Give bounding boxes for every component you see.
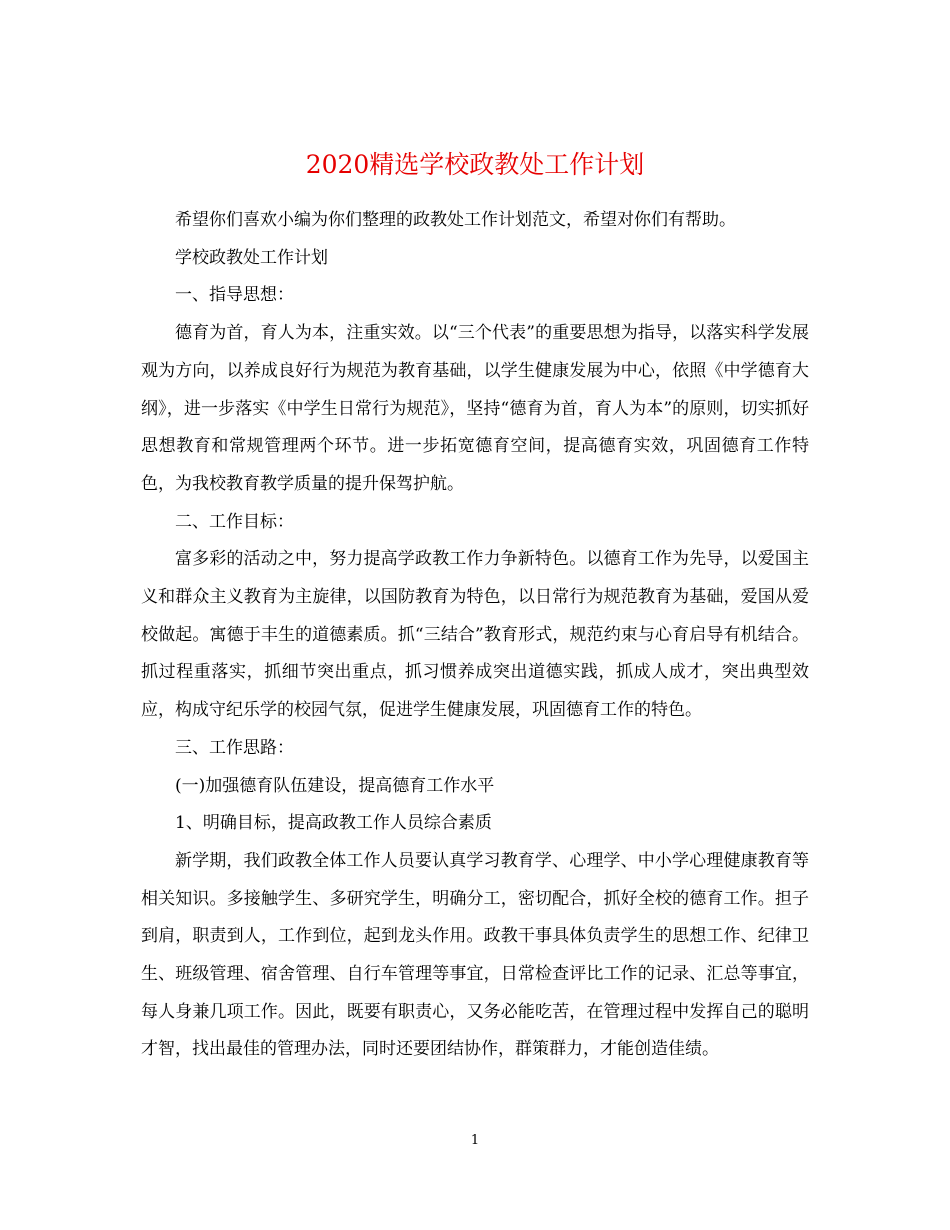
document-body bbox=[141, 202, 809, 1069]
section-heading-work-goals: 二、工作目标： bbox=[175, 511, 294, 532]
subsection-heading-team-building: (一)加强德育队伍建设，提高德育工作水平 bbox=[175, 775, 495, 796]
section-heading-work-approach: 三、工作思路： bbox=[175, 737, 294, 758]
paragraph-intro: 希望你们喜欢小编为你们整理的政教处工作计划范文，希望对你们有帮助。 bbox=[175, 210, 736, 230]
section-heading-guiding-thought: 一、指导思想： bbox=[175, 285, 294, 306]
paragraph-new-semester: 新学期，我们政教全体工作人员要认真学习教育学、心理学、中小学心理健康教育等相关知识。多接触学生、多研究学生，明确分工，密切配合，抓好全校的德育工作。担子到肩，职责到人，工作到位，起到龙头作用。政教干事具体负责学生的思想工作、纪律卫生、班级管理、宿舍管理、自行车管理等事宜，日常检查评比工作的记录、汇总等事宜，每人身兼几项工作。因此，既要有职责心，又务必能吃苦，在管理过程中发挥自己的聪明才智，找出最佳的管理办法，同时还要团结协作，群策群力，才能创造佳绩。 bbox=[141, 850, 809, 1060]
page-number: 1 bbox=[470, 1133, 480, 1148]
paragraph-guiding-thought: 德育为首，育人为本，注重实效。以“三个代表”的重要思想为指导，以落实科学发展观为方向，以养成良好行为规范为教育基础，以学生健康发展为中心，依照《中学德育大纲》，进一步落实《中学生日常行为规范》，坚持“德育为首，育人为本”的原则，切实抓好思想教育和常规管理两个环节。进一步拓宽德育空间，提高德育实效，巩固德育工作特色，为我校教育教学质量的提升保驾护航。 bbox=[141, 323, 809, 494]
paragraph-work-goals: 富多彩的活动之中，努力提高学政教工作力争新特色。以德育工作为先导，以爱国主义和群众主义教育为主旋律，以国防教育为特色，以日常行为规范教育为基础，爱国从爱校做起。寓德于丰生的道德素质。抓“三结合”教育形式，规范约束与心育启导有机结合。抓过程重落实，抓细节突出重点，抓习惯养成突出道德实践，抓成人成才，突出典型效应，构成守纪乐学的校园气氛，促进学生健康发展，巩固德育工作的特色。 bbox=[141, 549, 809, 721]
paragraph-plan-heading: 学校政教处工作计划 bbox=[175, 247, 328, 268]
document-title: 2020精选学校政教处工作计划 bbox=[305, 149, 645, 179]
item-heading-clear-goals: 1、明确目标，提高政教工作人员综合素质 bbox=[175, 813, 492, 834]
